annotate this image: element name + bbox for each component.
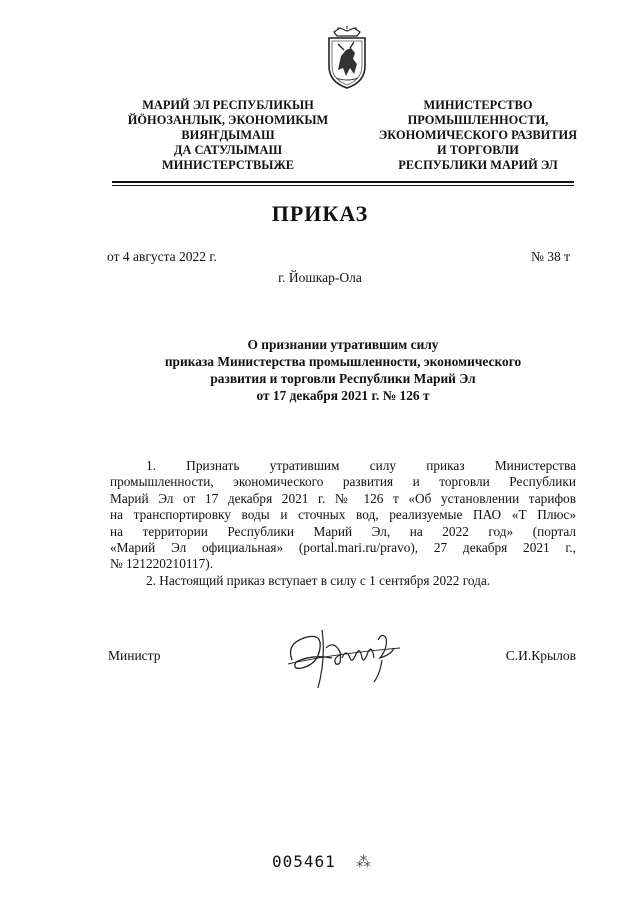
- header-left-line: МИНИСТЕРСТВЫЖЕ: [162, 158, 294, 172]
- body-line: № 121220210117).: [110, 556, 214, 572]
- body-line: Марий Эл от 17 декабря 2021 г. № 126 т «Об установлении тарифов: [110, 490, 576, 506]
- ministry-name-mari: [112, 98, 344, 173]
- subject-line: от 17 декабря 2021 г. № 126 т: [256, 388, 430, 403]
- header-left-line: ЙӦНОЗАНЛЫК, ЭКОНОМИКЫМ: [127, 113, 329, 127]
- coat-of-arms-emblem: [324, 26, 370, 90]
- body-line: 2. Настоящий приказ вступает в силу с 1 сентября 2022 года.: [146, 572, 491, 588]
- header-divider-thick: [112, 181, 574, 183]
- document-title: ПРИКАЗ: [271, 201, 369, 226]
- header-right-line: РЕСПУБЛИКИ МАРИЙ ЭЛ: [398, 158, 558, 172]
- header-right-line: ЭКОНОМИЧЕСКОГО РАЗВИТИЯ: [378, 128, 578, 142]
- subject-line: О признании утратившим силу: [247, 337, 439, 352]
- form-serial-number: 005461: [272, 852, 336, 871]
- signatory-role: Министр: [108, 648, 161, 663]
- header-left-line: МАРИЙ ЭЛ РЕСПУБЛИКЫН: [142, 98, 314, 112]
- body-line: «Марий Эл официальная» (portal.mari.ru/pravo), 27 декабря 2021 г.,: [110, 540, 576, 556]
- header-divider-thin: [112, 185, 574, 186]
- handwritten-signature: [282, 618, 406, 698]
- asterism-mark: ⁂: [356, 853, 371, 871]
- header-left-line: ДА САТУЛЫМАШ: [173, 143, 283, 157]
- subject-line: развития и торговли Республики Марий Эл: [210, 371, 476, 386]
- signatory-name: С.И.Крылов: [505, 648, 576, 663]
- subject-line: приказа Министерства промышленности, экономического: [164, 354, 522, 369]
- document-subject: [112, 336, 574, 404]
- document-number: № 38 т: [530, 249, 570, 264]
- body-line: 1. Признать утратившим силу приказ Министерства: [146, 458, 576, 473]
- document-date: от 4 августа 2022 г.: [107, 249, 217, 264]
- body-line: промышленности, экономического развития и торговли Республики: [110, 474, 576, 490]
- header-right-line: МИНИСТЕРСТВО: [423, 98, 533, 112]
- header-left-line: ВИЯҤДЫМАШ: [181, 128, 275, 142]
- header-right-line: ПРОМЫШЛЕННОСТИ,: [407, 113, 549, 127]
- ministry-name-russian: [362, 98, 594, 173]
- document-city: г. Йошкар-Ола: [278, 270, 362, 285]
- body-line: на транспортировку воды и сточных вод, реализуемые ПАО «Т Плюс»: [110, 507, 576, 523]
- header-right-line: И ТОРГОВЛИ: [437, 143, 519, 157]
- document-body: [110, 458, 576, 589]
- body-line: на территории Республики Марий Эл, на 2022 год» (портал: [110, 523, 576, 539]
